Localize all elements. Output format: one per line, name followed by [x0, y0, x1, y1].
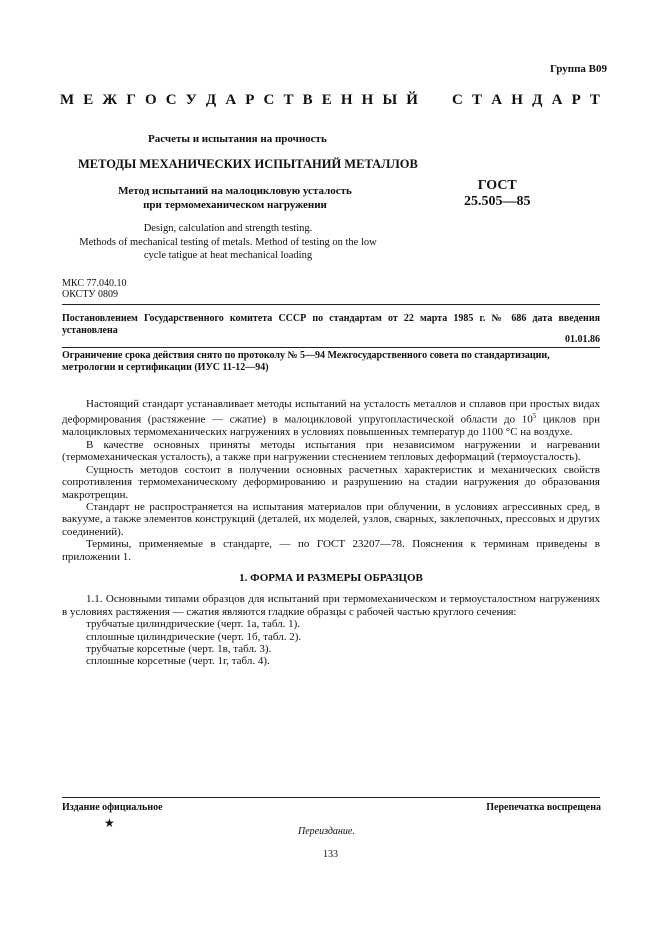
- section-heading: 1. ФОРМА И РАЗМЕРЫ ОБРАЗЦОВ: [239, 571, 423, 584]
- star-icon: ★: [104, 816, 115, 830]
- banner-letter: Н: [511, 92, 523, 108]
- english-title-line: cycle tatigue at heat mechanical loading: [143, 250, 313, 261]
- english-title-line: Methods of mechanical testing of metals. Method of testing on the low: [79, 236, 377, 248]
- banner-word-standard: [452, 92, 600, 109]
- english-title-line: Design, calculation and strength testing.: [143, 223, 313, 234]
- limitation-note: Ограничение срока действия снято по протоколу № 5—94 Межгосударственного совета по стандартизации, метрологии и сертификации (ИУС 11-12—94): [62, 350, 550, 373]
- document-title: МЕТОДЫ МЕХАНИЧЕСКИХ ИСПЫТАНИЙ МЕТАЛЛОВ: [78, 157, 418, 171]
- banner-letter: Д: [205, 92, 217, 108]
- decree-text: Постановлением Государственного комитета СССР по стандартам от 22 марта 1985 г. № 686 дата введения установлена: [62, 313, 600, 336]
- paragraph: В качестве основных приняты методы испытания при независимом нагружении и нагревании (термомеханическая усталость), а также при нагружении стеснением тепловых деформаций (термоусталость).: [62, 438, 600, 464]
- english-title: [68, 222, 388, 263]
- mks-code: МКС 77.040.10: [62, 278, 127, 289]
- paragraph: Термины, применяемые в стандарте, — по ГОСТ 23207—78. Пояснения к терминам приведены в приложении 1.: [62, 538, 600, 563]
- banner-letter: Т: [589, 92, 600, 108]
- reissue-note: Переиздание.: [298, 826, 355, 837]
- list-item: трубчатые цилиндрические (черт. 1а, табл. 1).: [86, 618, 301, 631]
- list-item: трубчатые корсетные (черт. 1в, табл. 3).: [86, 642, 272, 655]
- banner-letter: А: [551, 92, 563, 108]
- gost-number: [464, 178, 531, 210]
- footer-divider: [62, 797, 600, 798]
- banner-letter: Н: [361, 92, 374, 108]
- divider: [62, 347, 600, 348]
- paragraph: Сущность методов состоит в получении основных расчетных характеристик и механических свойств сопротивления термомеханическому деформированию и разрушению на стадии нагружения до образования макротрещин.: [62, 463, 600, 501]
- effective-date: 01.01.86: [565, 334, 600, 345]
- divider: [62, 304, 600, 305]
- method-title-line: при термомеханическом нагружении: [143, 199, 327, 211]
- page-number: 133: [323, 849, 338, 860]
- banner-letter: Д: [532, 92, 543, 108]
- subject-heading: Расчеты и испытания на прочность: [148, 133, 327, 145]
- paragraph: Стандарт не распространяется на испытания материалов при облучении, в условиях агрессивных сред, в вакууме, а также элементов конструкций (деталей, их моделей, узлов, сварных, заклепочных, прессовых и других соединений).: [62, 500, 600, 538]
- banner-letter: Т: [283, 92, 294, 108]
- banner-letter: Р: [245, 92, 255, 108]
- banner-letter: М: [60, 92, 75, 108]
- gost-code: 25.505—85: [464, 194, 531, 209]
- banner-letter: Ж: [102, 92, 118, 108]
- banner-letter: С: [165, 92, 177, 108]
- official-edition: Издание официальное: [62, 802, 163, 813]
- banner-letter: Т: [472, 92, 483, 108]
- group-code: Группа В09: [549, 63, 607, 75]
- reprint-prohibited: Перепечатка воспрещена: [486, 802, 601, 813]
- classification-codes: [62, 278, 126, 300]
- banner-letter: Е: [321, 92, 332, 108]
- okstu-code: ОКСТУ 0809: [62, 289, 119, 300]
- banner-letter: С: [263, 92, 275, 108]
- banner-letter: О: [145, 92, 157, 108]
- list-item: сплошные корсетные (черт. 1г, табл. 4).: [86, 655, 270, 668]
- banner-letter: А: [225, 92, 237, 108]
- paragraph: Настоящий стандарт устанавливает методы испытаний на усталость металлов и сплавов при простых видах деформирования (растяжение — сжатие) в малоцикловой упругопластической области до $10^5$ циклов при малоцикловых термомеханических нагружениях в условиях повышенных температур до 1100 °С на воздухе.: [62, 398, 601, 439]
- banner-word-interstate: [60, 92, 418, 109]
- banner-letter: Й: [406, 92, 418, 108]
- standard-banner: [60, 92, 600, 109]
- body-text: [62, 398, 600, 668]
- banner-letter: Р: [571, 92, 581, 108]
- banner-letter: Е: [83, 92, 94, 108]
- banner-letter: В: [302, 92, 313, 108]
- banner-letter: Ы: [382, 92, 398, 108]
- list-item: сплошные цилиндрические (черт. 1б, табл. 2).: [86, 630, 302, 643]
- banner-letter: У: [185, 92, 197, 108]
- banner-letter: С: [452, 92, 463, 108]
- paragraph: 1.1. Основными типами образцов для испытаний при термомеханическом и термоусталостном нагружениях в условиях растяжения — сжатия являются гладкие образцы с рабочей частью круглого сечения:: [62, 593, 600, 618]
- banner-letter: А: [491, 92, 503, 108]
- gost-label: ГОСТ: [477, 178, 517, 193]
- banner-letter: Н: [340, 92, 353, 108]
- banner-letter: Г: [126, 92, 136, 108]
- method-title: [95, 184, 375, 212]
- method-title-line: Метод испытаний на малоцикловую усталость: [118, 185, 352, 197]
